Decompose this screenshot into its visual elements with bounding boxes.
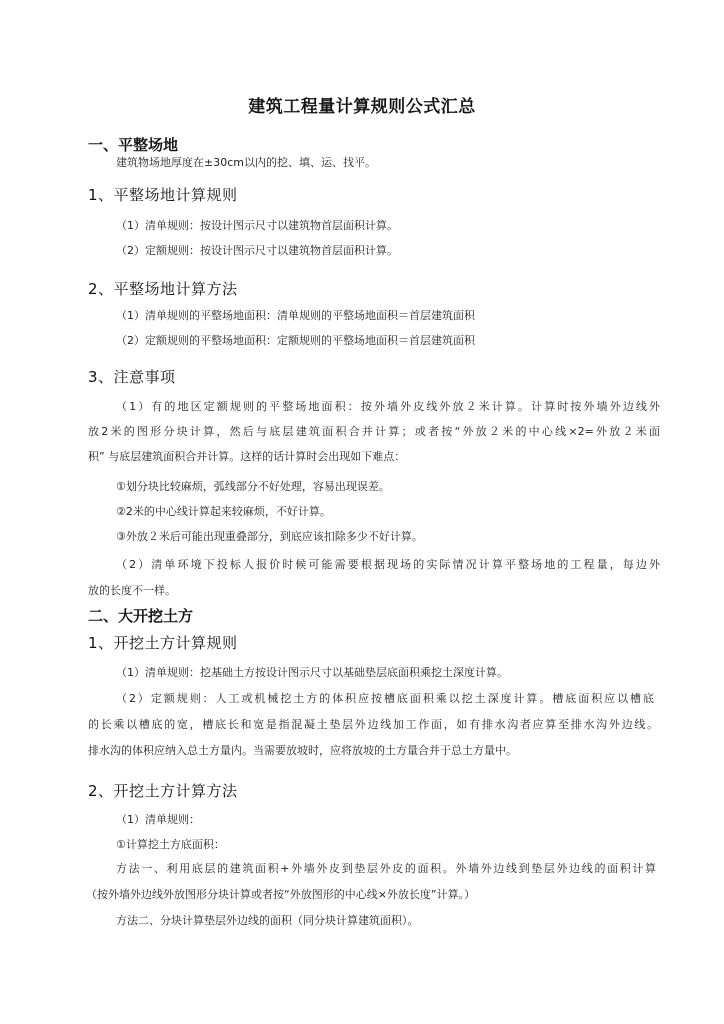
notes-paragraph-line: 放2米的图形分块计算，然后与底层建筑面积合并计算；或者按“外放２米的中心线×2=外放２米面 [88, 425, 660, 438]
notes-paragraph-line: 积” 与底层建筑面积合并计算。这样的话计算时会出现如下难点： [88, 450, 406, 463]
excavation-rule-quota-line: 排水沟的体积应纳入总土方量内。当需要放坡时，应将放坡的土方量合并于总土方量中。 [88, 744, 517, 757]
excavation-method-line: （按外墙外边线外放图形分块计算或者按“外放图形的中心线×外放长度”计算。） [86, 888, 476, 901]
excavation-method-item: ①计算挖土方底面积： [116, 838, 225, 851]
excavation-rule-quota-line: （2）定额规则：人工或机械挖土方的体积应按槽底面积乘以挖土深度计算。槽底面积应以槽底 [116, 692, 654, 705]
section-intro-text: 建筑物场地厚度在±30cm以内的挖、填、运、找平。 [116, 156, 376, 169]
subsection-heading-methods: 2、平整场地计算方法 [88, 280, 238, 298]
subsection-heading-excavation-rules: 1、开挖土方计算规则 [88, 634, 238, 652]
excavation-method-line: 方法二、分块计算垫层外边线的面积（同分块计算建筑面积）。 [116, 914, 419, 927]
section-heading-leveling: 一、平整场地 [88, 136, 179, 154]
method-item-quota: （2）定额规则的平整场地面积：定额规则的平整场地面积＝首层建筑面积 [116, 334, 475, 347]
method-item-list: （1）清单规则的平整场地面积：清单规则的平整场地面积＝首层建筑面积 [116, 309, 475, 322]
document-title: 建筑工程量计算规则公式汇总 [248, 97, 476, 117]
difficulty-item: ②2米的中心线计算起来较麻烦，不好计算。 [116, 505, 331, 518]
difficulty-item: ③外放２米后可能出现重叠部分，到底应该扣除多少不好计算。 [116, 530, 423, 543]
notes-paragraph-line: （1）有的地区定额规则的平整场地面积：按外墙外皮线外放２米计算。计算时按外墙外边线外 [116, 400, 660, 413]
subsection-heading-rules: 1、平整场地计算规则 [88, 186, 238, 204]
rule-item-quota: （2）定额规则：按设计图示尺寸以建筑物首层面积计算。 [116, 244, 398, 257]
excavation-rule-quota-line: 的长乘以槽底的宽，槽底长和宽是指混凝土垫层外边线加工作面，如有排水沟者应算至排水沟外边线。 [88, 718, 658, 731]
difficulty-item: ①划分块比较麻烦，弧线部分不好处理，容易出现误差。 [116, 480, 390, 493]
excavation-method-line: 方法一、利用底层的建筑面积+外墙外皮到垫层外皮的面积。外墙外边线到垫层外边线的面积计算 [116, 862, 656, 875]
section-heading-excavation: 二、大开挖土方 [88, 607, 194, 625]
excavation-method-item: （1）清单规则： [116, 813, 200, 826]
notes-paragraph-line: 放的长度不一样。 [88, 584, 176, 597]
notes-paragraph-line: （2）清单环境下投标人报价时候可能需要根据现场的实际情况计算平整场地的工程量，每边外 [116, 558, 660, 571]
rule-item-list: （1）清单规则：按设计图示尺寸以建筑物首层面积计算。 [116, 219, 398, 232]
subsection-heading-notes: 3、注意事项 [88, 368, 176, 386]
excavation-rule-list: （1）清单规则：挖基础土方按设计图示尺寸以基础垫层底面积乘挖土深度计算。 [116, 666, 508, 679]
subsection-heading-excavation-methods: 2、开挖土方计算方法 [88, 782, 238, 800]
